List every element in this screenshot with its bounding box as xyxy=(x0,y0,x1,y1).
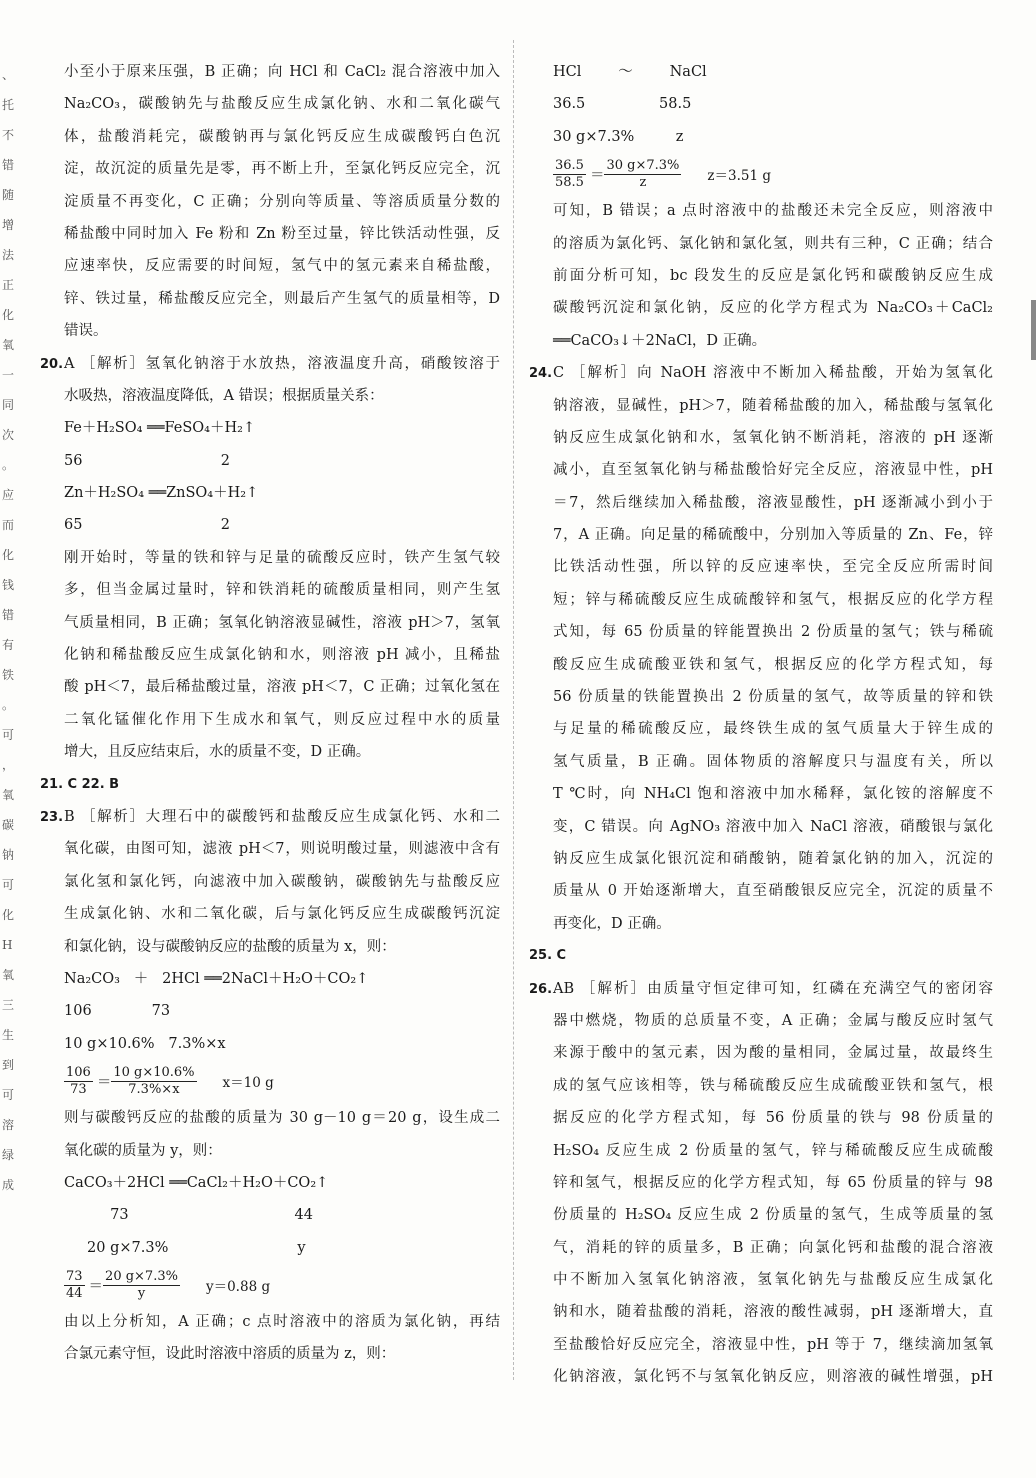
text-line: ＝7，然后继续加入稀盐酸，溶液显酸性，pH 逐渐减小到小于 xyxy=(553,494,993,511)
text-line: AB ［解析］由质量守恒定律可知，红磷在充满空气的密闭容 xyxy=(553,980,993,997)
text-line: 减小，直至氢氧化钠与稀盐酸恰好完全反应，溶液显中性，pH xyxy=(553,462,993,479)
left-margin-fragments: 、 托 不 错 随 增 法 正 化 氧 一 同 次 。 应 而 化 钱 错 有 铁 。 可 ， 氧 碳 钠 可 化 H 氧 三 生 到 可 溶 绿 成 xyxy=(2,68,15,1192)
fraction: $\frac{10 g\times 10.6\%}{7.3\%\times x}$ xyxy=(113,1064,195,1097)
equation: Na₂CO₃ ＋ 2HCl ══2NaCl＋H₂O＋CO₂↑ xyxy=(64,970,369,987)
equation: CaCO₃＋2HCl ══CaCl₂＋H₂O＋CO₂↑ xyxy=(64,1174,329,1191)
text-line: A ［解析］氢氧化钠溶于水放热，溶液温度升高，硝酸铵溶于 xyxy=(64,355,500,372)
text-line: 化钠溶液，氯化钙不与氢氧化钠反应，则溶液的碱性增强，pH xyxy=(553,1369,993,1386)
text-line: 稀盐酸中同时加入 Fe 粉和 Zn 粉至过量，锌比铁活动性强，反 xyxy=(64,225,500,242)
text-line: H₂SO₄ 反应生成 2 份质量的氢气，锌与稀硫酸反应生成硫酸 xyxy=(553,1142,993,1159)
text-line: 中不断加入氢氧化钠溶液，氢氧化钠先与盐酸反应生成氯化 xyxy=(553,1272,993,1289)
text-line: 再变化，D 正确。 xyxy=(553,915,671,932)
text-line: 56 份质量的铁能置换出 2 份质量的氢气，故等质量的锌和铁 xyxy=(553,689,993,706)
text-line: 至盐酸恰好反应完全，溶液显中性，pH 等于 7，继续滴加氢氧 xyxy=(553,1336,993,1353)
fraction: $\frac{106}{73}$ xyxy=(66,1064,91,1097)
proportion: $\frac{106}{73}$ ＝ $\frac{10 g\times 10.6\%}{7.3\%\times x}$ x＝10 g xyxy=(66,1064,274,1097)
text-line: 器中燃烧，物质的总质量不变，A 正确；金属与酸反应时氢气 xyxy=(553,1012,993,1029)
text-line: 气质量相同，B 正确；氢氧化钠溶液显碱性，溶液 pH＞7，氢氧 xyxy=(64,614,500,631)
text-line: 淀，故沉淀的质量先是零，再不断上升，至氯化钙反应完全，沉 xyxy=(64,161,500,178)
proportion: $\frac{73}{44}$ ＝ $\frac{20 g\times 7.3\%}{y}$ y＝0.88 g xyxy=(66,1268,271,1301)
text-line: 碳酸钙沉淀和氯化钠，反应的化学方程式为 Na₂CO₃＋CaCl₂ xyxy=(553,300,993,317)
equation: HCl ～ NaCl xyxy=(553,64,707,80)
proportion: $\frac{36.5}{58.5}$ ＝ $\frac{30 g\times 7.3\%}{z}$ z＝3.51 g xyxy=(555,157,771,190)
question-number: 26. xyxy=(529,981,553,997)
text-line: 小至小于原来压强，B 正确；向 HCl 和 CaCl₂ 混合溶液中加入 xyxy=(64,64,500,80)
text-line: 体，盐酸消耗完，碳酸钠再与氯化钙反应生成碳酸钙白色沉 xyxy=(64,128,500,145)
continued-paragraph xyxy=(64,56,500,348)
text-line: 生成氯化钠、水和二氧化碳，后与氯化钙反应生成碳酸钙沉淀 xyxy=(64,906,500,923)
text-line: 则与碳酸钙反应的盐酸的质量为 30 g－10 g＝20 g，设生成二 xyxy=(64,1110,500,1127)
result: y＝0.88 g xyxy=(205,1279,271,1296)
text-line: 锌和氢气，根据反应的化学方程式知，每 65 份质量的锌与 98 xyxy=(553,1174,993,1191)
equation-masses: 106 73 xyxy=(64,1003,171,1020)
question-number: 24. xyxy=(529,366,553,382)
left-column xyxy=(40,56,500,1371)
text-line: 二氧化锰催化作用下生成水和氧气，则反应过程中水的质量 xyxy=(64,711,500,728)
text-line: 钠溶液，显碱性，pH＞7，随着稀盐酸的加入，稀盐酸与氢氧化 xyxy=(553,397,993,414)
text-line: 份质量的 H₂SO₄ 反应生成 2 份质量的氢气，生成等质量的氢 xyxy=(553,1207,993,1224)
text-line: 多，但当金属过量时，锌和铁消耗的硫酸质量相同，则产生氢 xyxy=(64,582,500,599)
question-number: 20. xyxy=(40,356,64,372)
text-line: 氢气质量，B 正确。固体物质的溶解度只与温度有关，所以 xyxy=(553,753,993,770)
text-line: Na₂CO₃，碳酸钠先与盐酸反应生成氯化钠、水和二氧化碳气 xyxy=(64,96,500,113)
text-line: 应速率快，反应需要的时间短，氢气中的氢元素来自稀盐酸， xyxy=(64,258,500,275)
equation-values: 30 g×7.3% z xyxy=(553,128,684,145)
text-line: ══CaCO₃↓＋2NaCl，D 正确。 xyxy=(553,332,767,349)
text-line: 钠反应生成氯化银沉淀和硝酸钠，随着氯化钠的加入，沉淀的 xyxy=(553,850,993,867)
text-line: T ℃时，向 NH₄Cl 饱和溶液中加水稀释，氯化铵的溶解度不 xyxy=(553,786,993,803)
question-26 xyxy=(529,973,993,1394)
text-line: 氧化碳的质量为 y，则： xyxy=(64,1142,222,1159)
equation-values: 20 g×7.3% y xyxy=(64,1239,306,1256)
page-edge-tab xyxy=(1031,300,1036,360)
text-line: 和氯化钠，设与碳酸钠反应的盐酸的质量为 x，则： xyxy=(64,938,396,955)
text-line: 锌、铁过量，稀盐酸反应完全，则最后产生氢气的质量相等，D xyxy=(64,290,500,307)
text-line: 淀质量不再变化，C 正确；分别向等质量、等溶质质量分数的 xyxy=(64,193,500,210)
text-line: 比铁活动性强，所以锌的反应速率快，至完全反应所需时间 xyxy=(553,559,993,576)
text-line: 钠和水，随着盐酸的消耗，溶液的酸性减弱，pH 逐渐增大，直 xyxy=(553,1304,993,1321)
text-line: 合氯元素守恒，设此时溶液中溶质的质量为 z，则： xyxy=(64,1346,396,1363)
text-line: 据反应的化学方程式知，每 56 份质量的铁与 98 份质量的 xyxy=(553,1110,993,1127)
text-line: 由以上分析知，A 正确；c 点时溶液中的溶质为氯化钠，再结 xyxy=(64,1314,500,1331)
text-line: 钠反应生成氯化钠和水，氢氧化钠不断消耗，溶液的 pH 逐渐 xyxy=(553,429,993,446)
equation-values: 10 g×10.6% 7.3%×x xyxy=(64,1035,226,1052)
text-line: 可知，B 错误；a 点时溶液中的盐酸还未完全反应，则溶液中 xyxy=(553,203,993,220)
answer-25: 25. C xyxy=(529,948,567,964)
right-column xyxy=(529,56,993,1394)
text-line: 成的氢气应该相等，铁与稀硫酸反应生成硫酸亚铁和氢气，根 xyxy=(553,1077,993,1094)
text-line: 质量从 0 开始逐渐增大，直至硝酸银反应完全，沉淀的质量不 xyxy=(553,883,993,900)
column-divider xyxy=(513,40,514,1380)
text-line: 短；锌与稀硫酸反应生成硫酸锌和氢气，根据反应的化学方程 xyxy=(553,591,993,608)
equation-masses: 36.5 58.5 xyxy=(553,96,692,113)
question-23 xyxy=(40,801,500,1371)
fraction: $\frac{30 g\times 7.3\%}{z}$ xyxy=(606,157,680,190)
text-line: 酸 pH＜7，最后稀盐酸过量，溶液 pH＜7，C 正确；过氧化氢在 xyxy=(64,679,500,696)
equation-masses: 65 2 xyxy=(64,517,230,534)
text-line: 与足量的稀硫酸反应，最终铁生成的氢气质量大于锌生成的 xyxy=(553,721,993,738)
text-line: C ［解析］向 NaOH 溶液中不断加入稀盐酸，开始为氢氧化 xyxy=(553,365,993,382)
equation-masses: 56 2 xyxy=(64,452,230,469)
fraction: $\frac{36.5}{58.5}$ xyxy=(555,157,584,190)
text-line: 的溶质为氯化钙、氯化钠和氯化氢，则共有三种，C 正确；结合 xyxy=(553,235,993,252)
text-line: 7，A 正确。向足量的稀硫酸中，分别加入等质量的 Zn、Fe，锌 xyxy=(553,527,993,544)
question-number: 23. xyxy=(40,809,64,825)
text-line: 氯化氢和氯化钙，向滤液中加入碳酸钠，碳酸钠先与盐酸反应 xyxy=(64,873,500,890)
text-line: 变，C 错误。向 AgNO₃ 溶液中加入 NaCl 溶液，硝酸银与氯化 xyxy=(553,818,993,835)
fraction: $\frac{73}{44}$ xyxy=(66,1268,83,1301)
text-line: 酸反应生成硫酸亚铁和氢气，根据反应的化学方程式知，每 xyxy=(553,656,993,673)
text-line: 气，消耗的锌的质量多，B 正确；向氯化钙和盐酸的混合溶液 xyxy=(553,1239,993,1256)
text-line: 前面分析可知，bc 段发生的反应是氯化钙和碳酸钠反应生成 xyxy=(553,267,993,284)
answers-21-22: 21. C 22. B xyxy=(40,776,120,792)
equation: Fe＋H₂SO₄ ══FeSO₄＋H₂↑ xyxy=(64,420,256,437)
result: x＝10 g xyxy=(222,1075,274,1092)
equation-masses: 73 44 xyxy=(64,1207,313,1224)
fraction: $\frac{20 g\times 7.3\%}{y}$ xyxy=(105,1268,178,1301)
question-24 xyxy=(529,357,993,940)
text-line: 式知，每 65 份质量的锌能置换出 2 份质量的氢气；铁与稀硫 xyxy=(553,624,993,641)
equation: Zn＋H₂SO₄ ══ZnSO₄＋H₂↑ xyxy=(64,485,259,502)
text-line: 来源于酸中的氢元素，因为酸的量相同，金属过量，故最终生 xyxy=(553,1045,993,1062)
text-line: 水吸热，溶液温度降低，A 错误；根据质量关系： xyxy=(64,387,384,404)
text-line: B ［解析］大理石中的碳酸钙和盐酸反应生成氯化钙、水和二 xyxy=(64,808,500,825)
text-line: 增大，且反应结束后，水的质量不变，D 正确。 xyxy=(64,744,371,761)
text-line: 刚开始时，等量的铁和锌与足量的硫酸反应时，铁产生氢气较 xyxy=(64,549,500,566)
text-line: 氧化碳，由图可知，滤液 pH＜7，则说明酸过量，则滤液中含有 xyxy=(64,841,500,858)
question-20 xyxy=(40,348,500,769)
text-line: 化钠和稀盐酸反应生成氯化钠和水，则溶液 pH 减小，且稀盐 xyxy=(64,647,500,664)
result: z＝3.51 g xyxy=(707,168,771,185)
text-line: 错误。 xyxy=(64,323,108,340)
